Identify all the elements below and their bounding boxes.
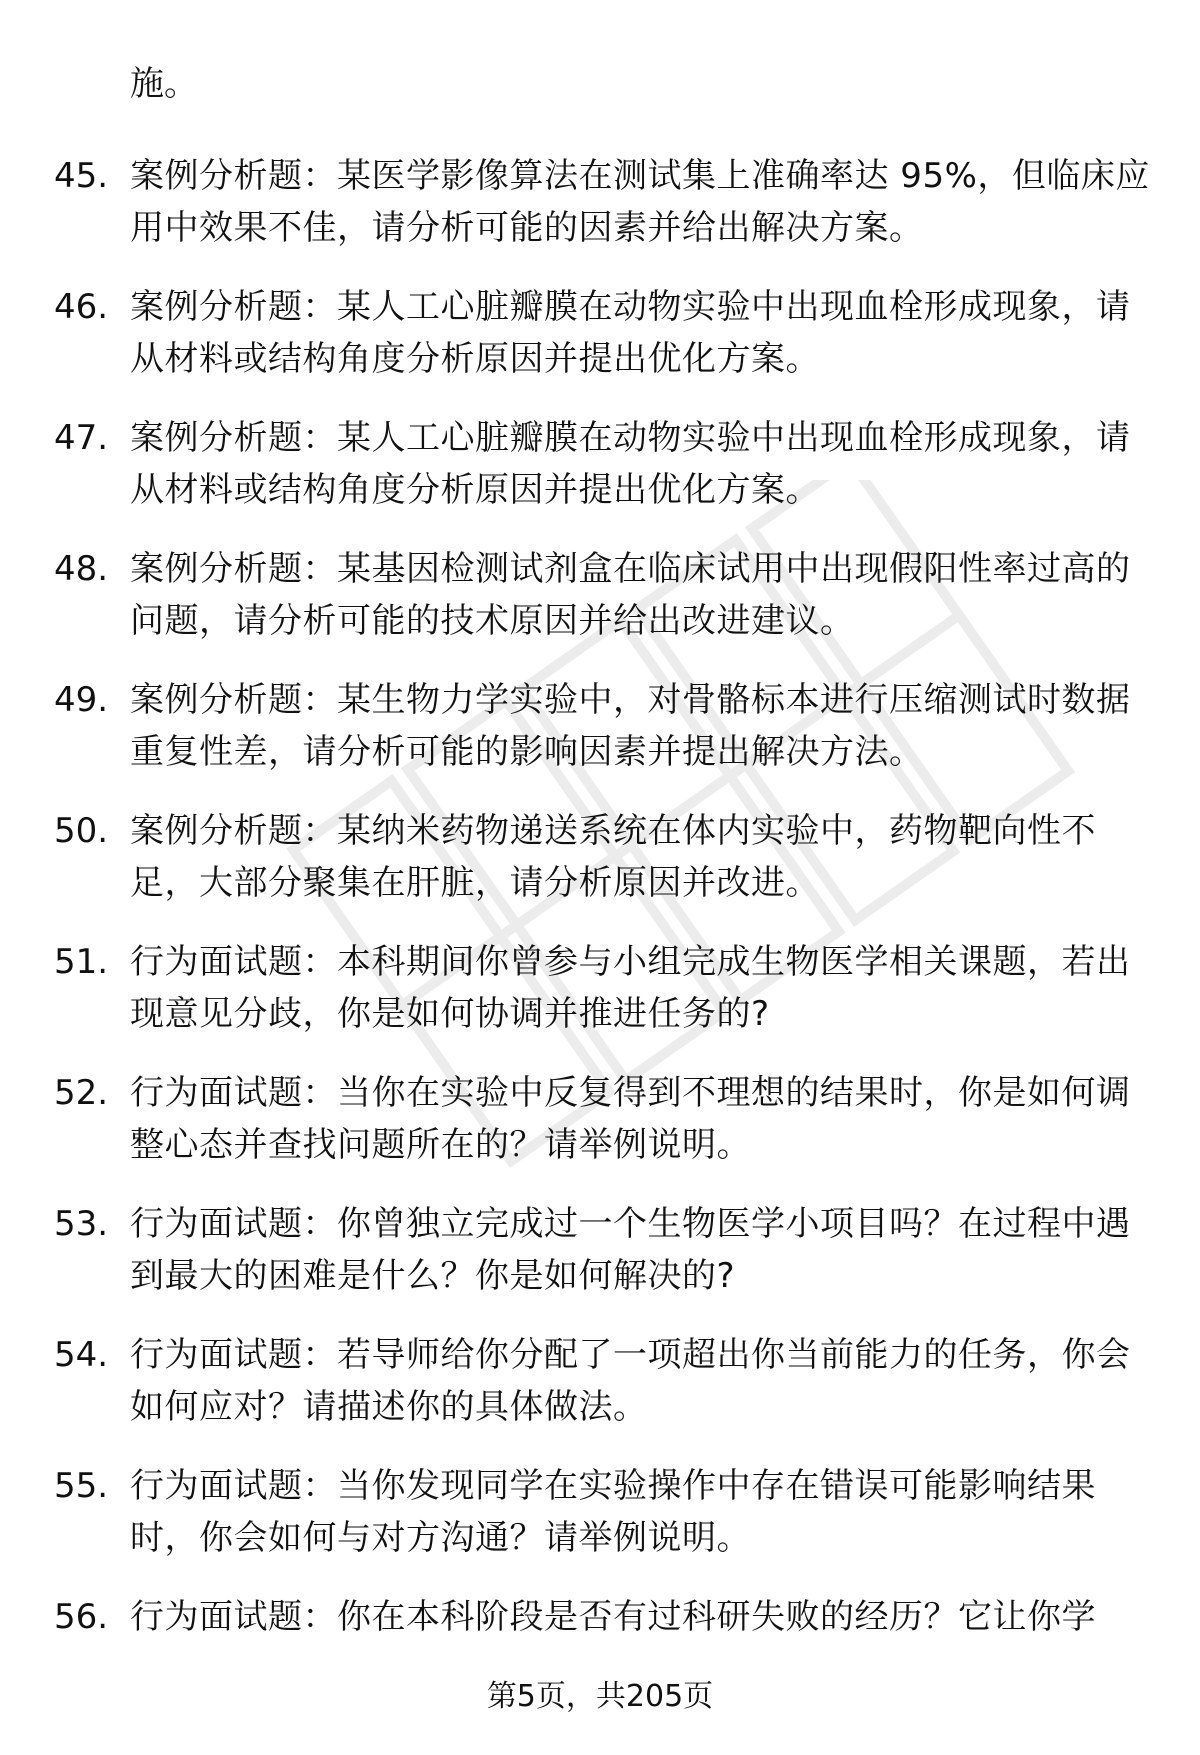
question-item (0, 1198, 1200, 1329)
question-number: 53. (54, 1204, 109, 1244)
question-text: 案例分析题：某人工心脏瓣膜在动物实验中出现血栓形成现象，请从材料或结构角度分析原因并提出优化方案。 (130, 418, 1131, 510)
question-item (0, 1460, 1200, 1591)
question-text: 案例分析题：某生物力学实验中，对骨骼标本进行压缩测试时数据重复性差，请分析可能的影响因素并提出解决方法。 (130, 680, 1131, 772)
question-item (0, 1067, 1200, 1198)
question-text: 行为面试题：当你发现同学在实验操作中存在错误可能影响结果时，你会如何与对方沟通？请举例说明。 (130, 1466, 1096, 1558)
question-item (0, 936, 1200, 1067)
question-text: 行为面试题：你曾独立完成过一个生物医学小项目吗？在过程中遇到最大的困难是什么？你是如何解决的? (130, 1204, 1131, 1296)
question-item (0, 674, 1200, 805)
question-number: 49. (54, 680, 109, 720)
question-number: 46. (54, 287, 109, 327)
question-list (0, 150, 1200, 1722)
question-number: 51. (54, 942, 109, 982)
question-number: 48. (54, 549, 109, 589)
question-number: 47. (54, 418, 109, 458)
question-item (0, 412, 1200, 543)
question-item (0, 150, 1200, 281)
question-text: 行为面试题：若导师给你分配了一项超出你当前能力的任务，你会如何应对？请描述你的具体做法。 (130, 1335, 1131, 1427)
question-text: 行为面试题：当你在实验中反复得到不理想的结果时，你是如何调整心态并查找问题所在的？请举例说明。 (130, 1073, 1131, 1165)
question-item (0, 543, 1200, 674)
question-number: 55. (54, 1466, 109, 1506)
question-number: 52. (54, 1073, 109, 1113)
page-footer: 第5页，共205页 (486, 1679, 714, 1714)
question-item (0, 1329, 1200, 1460)
question-number: 45. (54, 156, 109, 196)
question-number: 54. (54, 1335, 109, 1375)
continuation-text: 施。 (130, 64, 198, 104)
question-text: 行为面试题：你在本科阶段是否有过科研失败的经历？它让你学 (130, 1597, 1096, 1637)
question-number: 56. (54, 1597, 109, 1637)
question-number: 50. (54, 811, 109, 851)
question-item (0, 281, 1200, 412)
question-text: 行为面试题：本科期间你曾参与小组完成生物医学相关课题，若出现意见分歧，你是如何协调并推进任务的? (130, 942, 1131, 1034)
question-item (0, 805, 1200, 936)
question-text: 案例分析题：某医学影像算法在测试集上准确率达 95%，但临床应用中效果不佳，请分析可能的因素并给出解决方案。 (130, 156, 1150, 248)
question-text: 案例分析题：某基因检测试剂盒在临床试用中出现假阳性率过高的问题，请分析可能的技术原因并给出改进建议。 (130, 549, 1131, 641)
question-text: 案例分析题：某人工心脏瓣膜在动物实验中出现血栓形成现象，请从材料或结构角度分析原因并提出优化方案。 (130, 287, 1131, 379)
question-text: 案例分析题：某纳米药物递送系统在体内实验中，药物靶向性不足，大部分聚集在肝脏，请分析原因并改进。 (130, 811, 1096, 903)
